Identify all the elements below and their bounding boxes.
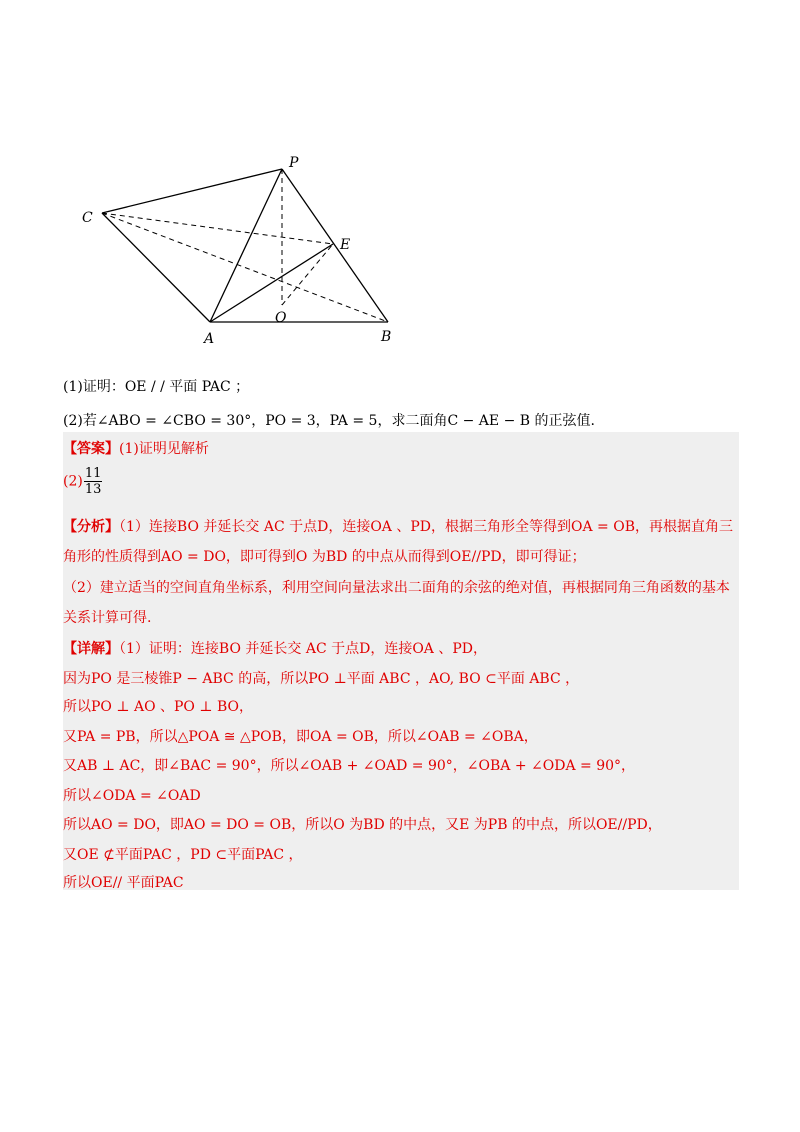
fraction-denominator: 13 [84, 482, 102, 497]
answer-fraction [84, 466, 103, 497]
label-A: A [204, 331, 215, 347]
edge-OE [282, 244, 333, 305]
solution-box [63, 432, 739, 890]
edge-CA [102, 213, 210, 322]
detail-line-8: 又OE ⊄平面PAC ，PD ⊂平面PAC ， [63, 847, 303, 863]
detail-line-6: 所以∠ODA = ∠OAD [63, 788, 201, 804]
answer-tag: 【答案】 [63, 441, 119, 457]
analysis-tag: 【分析】 [63, 519, 119, 535]
analysis-line-1 [63, 516, 733, 536]
label-P: P [289, 155, 299, 171]
analysis-line-4: 关系计算可得. [63, 610, 152, 626]
edge-CE [102, 213, 333, 244]
edge-CB [102, 213, 388, 322]
answer-part1: (1)证明见解析 [119, 441, 209, 457]
fraction-numerator: 11 [84, 466, 102, 481]
edge-PB [282, 169, 388, 322]
detail-line-4: 又PA = PB，所以△POA ≅ △POB，即OA = OB，所以∠OAB = ∠OBA， [63, 729, 538, 745]
analysis-line-2: 角形的性质得到AO = DO，即可得到O 为BD 的中点从而得到OE//PD，即可得证； [63, 549, 586, 565]
answer-part2 [63, 466, 102, 497]
question-part1: (1)证明：OE / / 平面 PAC ； [63, 379, 250, 395]
question-part2: (2)若∠ABO = ∠CBO = 30°，PO = 3，PA = 5，求二面角C − AE − B 的正弦值. [63, 413, 595, 429]
detail-text-1: （1）证明：连接BO 并延长交 AC 于点D，连接OA 、PD， [119, 641, 488, 657]
detail-line-9: 所以OE// 平面PAC [63, 875, 184, 891]
answer-part2-prefix: (2) [63, 473, 83, 490]
answer-line [63, 438, 209, 458]
detail-line-3: 所以PO ⊥ AO 、PO ⊥ BO， [63, 699, 253, 715]
edge-CP [102, 169, 282, 213]
detail-line-5: 又AB ⊥ AC，即∠BAC = 90°，所以∠OAB + ∠OAD = 90°，∠OBA + ∠ODA = 90°， [63, 758, 636, 774]
detail-line-2: 因为PO 是三棱锥P − ABC 的高，所以PO ⊥平面 ABC ，AO, BO ⊂平面 ABC ， [63, 671, 580, 687]
detail-line-1 [63, 638, 487, 658]
geometry-figure [70, 150, 410, 350]
label-O: O [275, 310, 287, 326]
label-C: C [82, 210, 93, 226]
detail-line-7: 所以AO = DO，即AO = DO = OB，所以O 为BD 的中点，又E 为PB 的中点，所以OE//PD， [63, 817, 662, 833]
analysis-line-3: （2）建立适当的空间直角坐标系，利用空间向量法求出二面角的余弦的绝对值，再根据同角三角函数的基本 [63, 580, 730, 596]
analysis-text-1: （1）连接BO 并延长交 AC 于点D，连接OA 、PD，根据三角形全等得到OA = OB，再根据直角三 [119, 519, 733, 535]
detail-tag: 【详解】 [63, 641, 119, 657]
label-E: E [340, 237, 351, 253]
label-B: B [381, 329, 392, 345]
